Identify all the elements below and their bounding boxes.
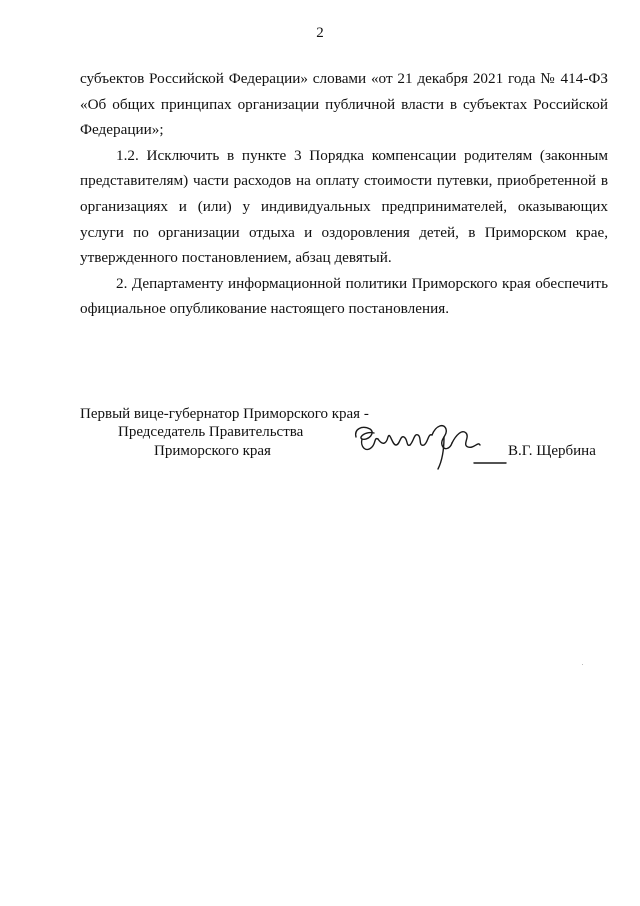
signatory-name: В.Г. Щербина [508,443,596,459]
signatory-title-line-2: Председатель Правительства [118,424,304,440]
page-number: 2 [316,25,324,41]
signatory-title-line-3: Приморского края [154,443,271,459]
document-body [80,66,608,322]
scan-speck [582,664,583,665]
handwritten-signature [348,415,508,475]
paragraph-continuation: субъектов Российской Федерации» словами «от 21 декабря 2021 года № 414-ФЗ «Об общих принципах организации публичной власти в субъектах Российской Федерации»; [80,70,608,139]
paragraph-item-1-2: 1.2. Исключить в пункте 3 Порядка компенсации родителям (законным представителям) части расходов на оплату стоимости путевки, приобретенной в организациях и (или) у индивидуальных предпринимателей, оказывающих услуги по организации отдыха и оздоровления детей, в Приморском крае, утвержденного постановлением, абзац девятый. [80,146,608,267]
signatory-title-line-1: Первый вице-губернатор Приморского края - [80,406,369,422]
paragraph-item-2: 2. Департаменту информационной политики Приморского края обеспечить официальное опубликование настоящего постановления. [80,274,608,318]
signature-block [80,405,610,475]
